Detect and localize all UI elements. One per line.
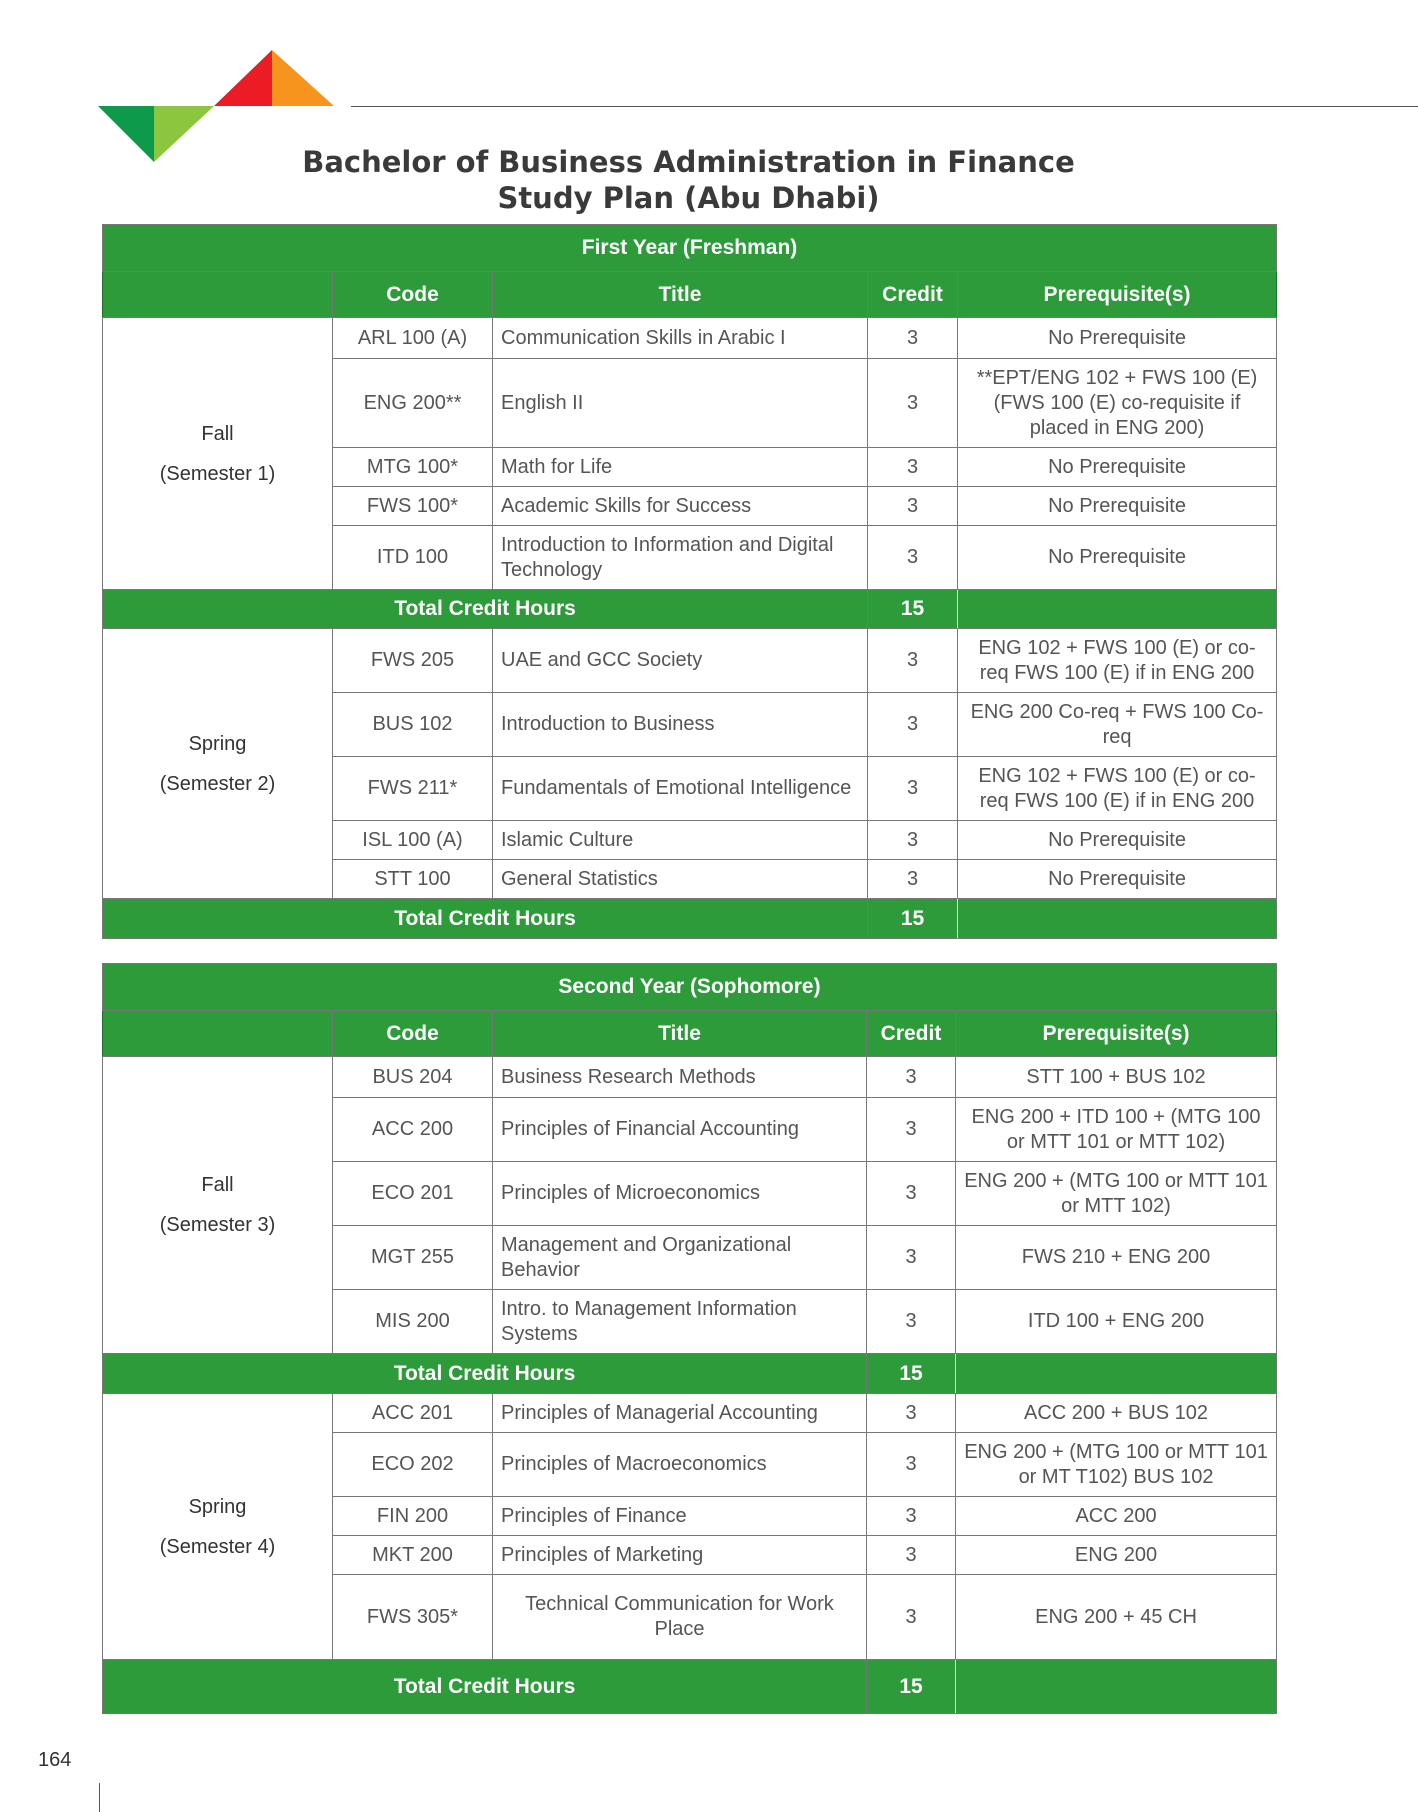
total-label: Total Credit Hours (103, 1354, 867, 1394)
course-credit: 3 (868, 487, 958, 526)
course-title: Islamic Culture (493, 821, 868, 860)
course-title: Principles of Managerial Accounting (493, 1394, 867, 1433)
column-header-code: Code (333, 272, 493, 318)
course-prereq: ENG 200 Co-req + FWS 100 Co-req (958, 693, 1277, 757)
course-prereq: ACC 200 (956, 1497, 1277, 1536)
course-prereq: ENG 200 + 45 CH (956, 1575, 1277, 1660)
course-code: ACC 201 (333, 1394, 493, 1433)
total-credit: 15 (868, 590, 958, 629)
course-title: General Statistics (493, 860, 868, 899)
year-2-table (102, 963, 1277, 1714)
semester-sub: (Semester 1) (159, 462, 276, 485)
course-credit: 3 (867, 1226, 956, 1290)
total-blank-cell (956, 1354, 1277, 1394)
column-header-code: Code (333, 1011, 493, 1057)
course-title: Principles of Marketing (493, 1536, 867, 1575)
course-credit: 3 (868, 693, 958, 757)
column-header-prereq: Prerequisite(s) (956, 1011, 1277, 1057)
total-label: Total Credit Hours (103, 590, 868, 629)
course-title: Introduction to Information and Digital Technology (493, 526, 868, 590)
course-credit: 3 (868, 629, 958, 693)
course-title: Introduction to Business (493, 693, 868, 757)
course-code: ECO 202 (333, 1433, 493, 1497)
course-code: ENG 200** (333, 359, 493, 448)
course-prereq: No Prerequisite (958, 821, 1277, 860)
semester-label (103, 1394, 333, 1660)
table-row (103, 1057, 1277, 1098)
column-header-credit: Credit (867, 1011, 956, 1057)
semester-sub: (Semester 3) (159, 1214, 276, 1236)
course-prereq: **EPT/ENG 102 + FWS 100 (E) (FWS 100 (E) co-requisite if placed in ENG 200) (958, 359, 1277, 448)
course-code: FWS 205 (333, 629, 493, 693)
title-line-2: Study Plan (Abu Dhabi) (497, 181, 880, 215)
semester-sub: (Semester 4) (159, 1535, 276, 1558)
course-title: UAE and GCC Society (493, 629, 868, 693)
course-credit: 3 (867, 1536, 956, 1575)
course-title: Intro. to Management Information Systems (493, 1290, 867, 1354)
course-prereq: No Prerequisite (958, 526, 1277, 590)
course-prereq: No Prerequisite (958, 487, 1277, 526)
semester-label (103, 1057, 333, 1354)
course-title: Technical Communication for Work Place (493, 1575, 867, 1660)
course-code: FWS 211* (333, 757, 493, 821)
year-2-heading: Second Year (Sophomore) (103, 964, 1277, 1011)
course-title: English II (493, 359, 868, 448)
course-credit: 3 (868, 526, 958, 590)
course-code: BUS 204 (333, 1057, 493, 1098)
course-prereq: ITD 100 + ENG 200 (956, 1290, 1277, 1354)
year-1-heading: First Year (Freshman) (103, 225, 1277, 272)
course-prereq: ENG 102 + FWS 100 (E) or co-req FWS 100 (E) if in ENG 200 (958, 757, 1277, 821)
column-header-title: Title (493, 272, 868, 318)
course-credit: 3 (867, 1290, 956, 1354)
semester-sub: (Semester 2) (159, 772, 276, 795)
logo-red-shape (214, 50, 272, 106)
page-number: 164 (38, 1749, 72, 1771)
course-title: Communication Skills in Arabic I (493, 318, 868, 359)
total-row (103, 1660, 1277, 1714)
course-credit: 3 (867, 1162, 956, 1226)
course-credit: 3 (868, 448, 958, 487)
header-blank-cell (103, 272, 333, 318)
course-prereq: ENG 200 + (MTG 100 or MTT 101 or MTT 102) (956, 1162, 1277, 1226)
course-credit: 3 (868, 860, 958, 899)
total-credit: 15 (867, 1660, 956, 1714)
course-prereq: STT 100 + BUS 102 (956, 1057, 1277, 1098)
course-code: BUS 102 (333, 693, 493, 757)
course-credit: 3 (868, 318, 958, 359)
semester-name: Spring (188, 732, 247, 755)
course-prereq: ENG 200 + ITD 100 + (MTG 100 or MTT 101 or MTT 102) (956, 1098, 1277, 1162)
total-row (103, 1354, 1277, 1394)
course-title: Principles of Finance (493, 1497, 867, 1536)
course-title: Principles of Financial Accounting (493, 1098, 867, 1162)
course-credit: 3 (868, 757, 958, 821)
title-line-1: Bachelor of Business Administration in Finance (302, 145, 1075, 179)
course-title: Academic Skills for Success (493, 487, 868, 526)
course-prereq: ACC 200 + BUS 102 (956, 1394, 1277, 1433)
course-credit: 3 (867, 1057, 956, 1098)
course-title: Management and Organizational Behavior (493, 1226, 867, 1290)
course-code: MIS 200 (333, 1290, 493, 1354)
course-title: Principles of Microeconomics (493, 1162, 867, 1226)
course-prereq: ENG 200 + (MTG 100 or MTT 101 or MT T102) BUS 102 (956, 1433, 1277, 1497)
total-row (103, 899, 1277, 939)
course-code: MGT 255 (333, 1226, 493, 1290)
table-row (103, 318, 1277, 359)
semester-name: Fall (201, 422, 234, 445)
course-code: MTG 100* (333, 448, 493, 487)
course-code: STT 100 (333, 860, 493, 899)
total-blank-cell (958, 899, 1277, 939)
semester-name: Fall (201, 1174, 234, 1196)
logo-orange-shape (272, 50, 334, 106)
semester-label (103, 318, 333, 590)
footer-divider (99, 1783, 100, 1812)
total-label: Total Credit Hours (103, 1660, 867, 1714)
course-credit: 3 (868, 359, 958, 448)
course-credit: 3 (867, 1394, 956, 1433)
column-header-title: Title (493, 1011, 867, 1057)
course-title: Fundamentals of Emotional Intelligence (493, 757, 868, 821)
course-code: ACC 200 (333, 1098, 493, 1162)
course-prereq: FWS 210 + ENG 200 (956, 1226, 1277, 1290)
header-divider (351, 106, 1418, 107)
course-code: ARL 100 (A) (333, 318, 493, 359)
table-row (103, 629, 1277, 693)
total-credit: 15 (868, 899, 958, 939)
column-header-prereq: Prerequisite(s) (958, 272, 1277, 318)
course-credit: 3 (867, 1575, 956, 1660)
course-title: Business Research Methods (493, 1057, 867, 1098)
year-1-table (102, 224, 1277, 939)
total-blank-cell (956, 1660, 1277, 1714)
course-title: Principles of Macroeconomics (493, 1433, 867, 1497)
page-title (102, 144, 1275, 216)
course-prereq: No Prerequisite (958, 448, 1277, 487)
semester-label (103, 629, 333, 899)
course-prereq: ENG 102 + FWS 100 (E) or co-req FWS 100 (E) if in ENG 200 (958, 629, 1277, 693)
total-label: Total Credit Hours (103, 899, 868, 939)
course-code: ISL 100 (A) (333, 821, 493, 860)
course-prereq: No Prerequisite (958, 860, 1277, 899)
column-header-credit: Credit (868, 272, 958, 318)
course-credit: 3 (867, 1497, 956, 1536)
course-credit: 3 (867, 1098, 956, 1162)
course-credit: 3 (868, 821, 958, 860)
table-row (103, 1394, 1277, 1433)
course-prereq: No Prerequisite (958, 318, 1277, 359)
course-title: Math for Life (493, 448, 868, 487)
total-row (103, 590, 1277, 629)
course-code: FIN 200 (333, 1497, 493, 1536)
total-blank-cell (958, 590, 1277, 629)
course-code: ECO 201 (333, 1162, 493, 1226)
course-credit: 3 (867, 1433, 956, 1497)
course-code: FWS 100* (333, 487, 493, 526)
total-credit: 15 (867, 1354, 956, 1394)
course-code: MKT 200 (333, 1536, 493, 1575)
header-blank-cell (103, 1011, 333, 1057)
course-code: FWS 305* (333, 1575, 493, 1660)
semester-name: Spring (188, 1495, 247, 1518)
course-code: ITD 100 (333, 526, 493, 590)
course-prereq: ENG 200 (956, 1536, 1277, 1575)
